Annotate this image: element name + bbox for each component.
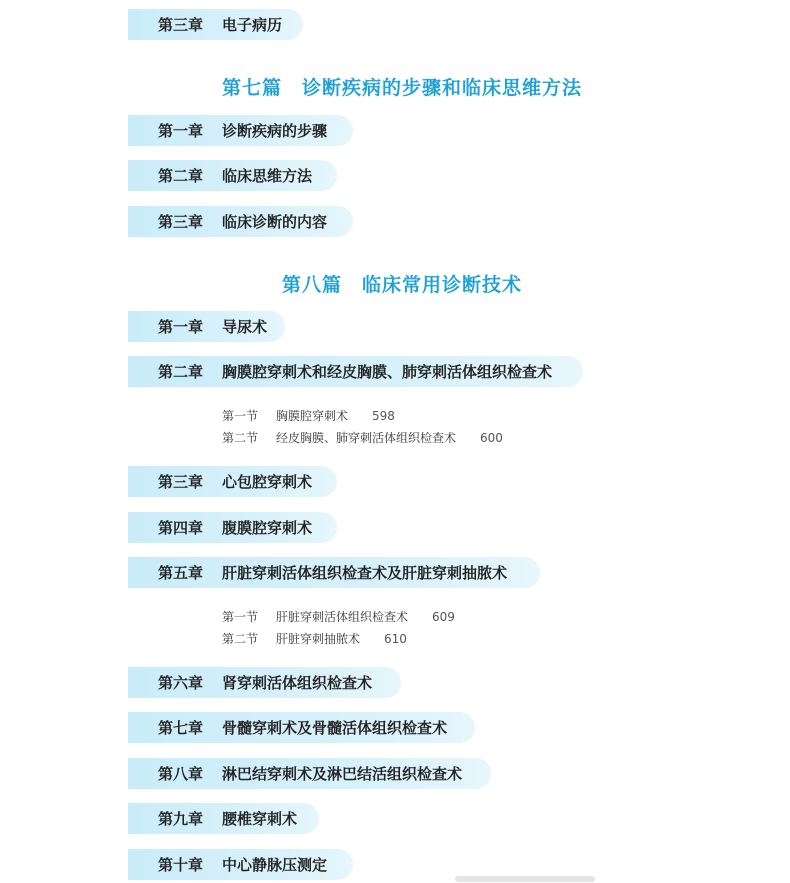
chapter-title: 腰椎穿刺术 — [222, 810, 298, 828]
chapter-number: 第二章 — [158, 363, 204, 381]
toc-chapter[interactable] — [128, 849, 353, 880]
part-title: 第七篇 诊断疾病的步骤和临床思维方法 — [222, 77, 583, 99]
toc-chapter[interactable] — [128, 9, 303, 40]
chapter-number: 第一章 — [158, 318, 204, 336]
toc-chapter[interactable] — [128, 803, 319, 834]
toc-chapter[interactable] — [128, 356, 583, 387]
toc-chapter[interactable] — [128, 160, 337, 191]
chapter-number: 第二章 — [158, 167, 204, 185]
section-title: 胸膜腔穿刺术 — [276, 409, 349, 423]
chapter-number: 第十章 — [158, 856, 204, 874]
toc-chapter[interactable] — [128, 206, 353, 237]
chapter-number: 第三章 — [158, 16, 204, 34]
chapter-title: 心包腔穿刺术 — [222, 473, 313, 491]
chapter-title: 中心静脉压测定 — [222, 856, 328, 874]
section-title: 肝脏穿刺活体组织检查术 — [276, 610, 409, 624]
section-number: 第一节 — [222, 409, 259, 423]
toc-chapter[interactable] — [128, 115, 353, 146]
toc-chapter[interactable] — [128, 667, 401, 698]
section-number: 第一节 — [222, 610, 259, 624]
chapter-number: 第六章 — [158, 674, 204, 692]
chapter-number: 第四章 — [158, 519, 204, 537]
chapter-title: 胸膜腔穿刺术和经皮胸膜、肺穿刺活体组织检查术 — [222, 363, 553, 381]
section-page: 610 — [384, 632, 407, 646]
chapter-title: 淋巴结穿刺术及淋巴结活组织检查术 — [222, 765, 463, 783]
chapter-title: 临床诊断的内容 — [222, 213, 328, 231]
chapter-title: 导尿术 — [221, 318, 267, 336]
toc-section[interactable] — [222, 630, 407, 647]
chapter-number: 第九章 — [158, 810, 204, 828]
section-page: 598 — [372, 409, 395, 423]
toc-chapter[interactable] — [128, 712, 475, 743]
chapter-number: 第五章 — [158, 564, 204, 582]
section-title: 经皮胸膜、肺穿刺活体组织检查术 — [276, 431, 457, 445]
toc-chapter[interactable] — [128, 557, 540, 588]
chapter-title: 肝脏穿刺活体组织检查术及肝脏穿刺抽脓术 — [222, 564, 508, 582]
chapter-number: 第七章 — [158, 719, 204, 737]
chapter-title: 电子病历 — [222, 16, 283, 34]
section-number: 第二节 — [222, 431, 259, 445]
chapter-title: 腹膜腔穿刺术 — [222, 519, 313, 537]
chapter-title: 肾穿刺活体组织检查术 — [222, 674, 373, 692]
chapter-title: 骨髓穿刺术及骨髓活体组织检查术 — [222, 719, 448, 737]
toc-section[interactable] — [222, 407, 395, 424]
chapter-number: 第三章 — [158, 213, 204, 231]
section-number: 第二节 — [222, 632, 259, 646]
chapter-number: 第三章 — [158, 473, 204, 491]
watermark — [455, 876, 595, 882]
toc-section[interactable] — [222, 608, 455, 625]
chapter-number: 第八章 — [158, 765, 204, 783]
section-page: 600 — [480, 431, 503, 445]
toc-chapter[interactable] — [128, 758, 491, 789]
chapter-number: 第一章 — [158, 122, 204, 140]
toc-chapter[interactable] — [128, 512, 337, 543]
chapter-title: 临床思维方法 — [222, 167, 313, 185]
section-page: 609 — [432, 610, 455, 624]
part-title: 第八篇 临床常用诊断技术 — [282, 274, 523, 296]
toc-chapter[interactable] — [128, 466, 337, 497]
section-title: 肝脏穿刺抽脓术 — [276, 632, 361, 646]
toc-chapter[interactable] — [128, 311, 285, 342]
toc-section[interactable] — [222, 429, 503, 446]
chapter-title: 诊断疾病的步骤 — [222, 122, 328, 140]
